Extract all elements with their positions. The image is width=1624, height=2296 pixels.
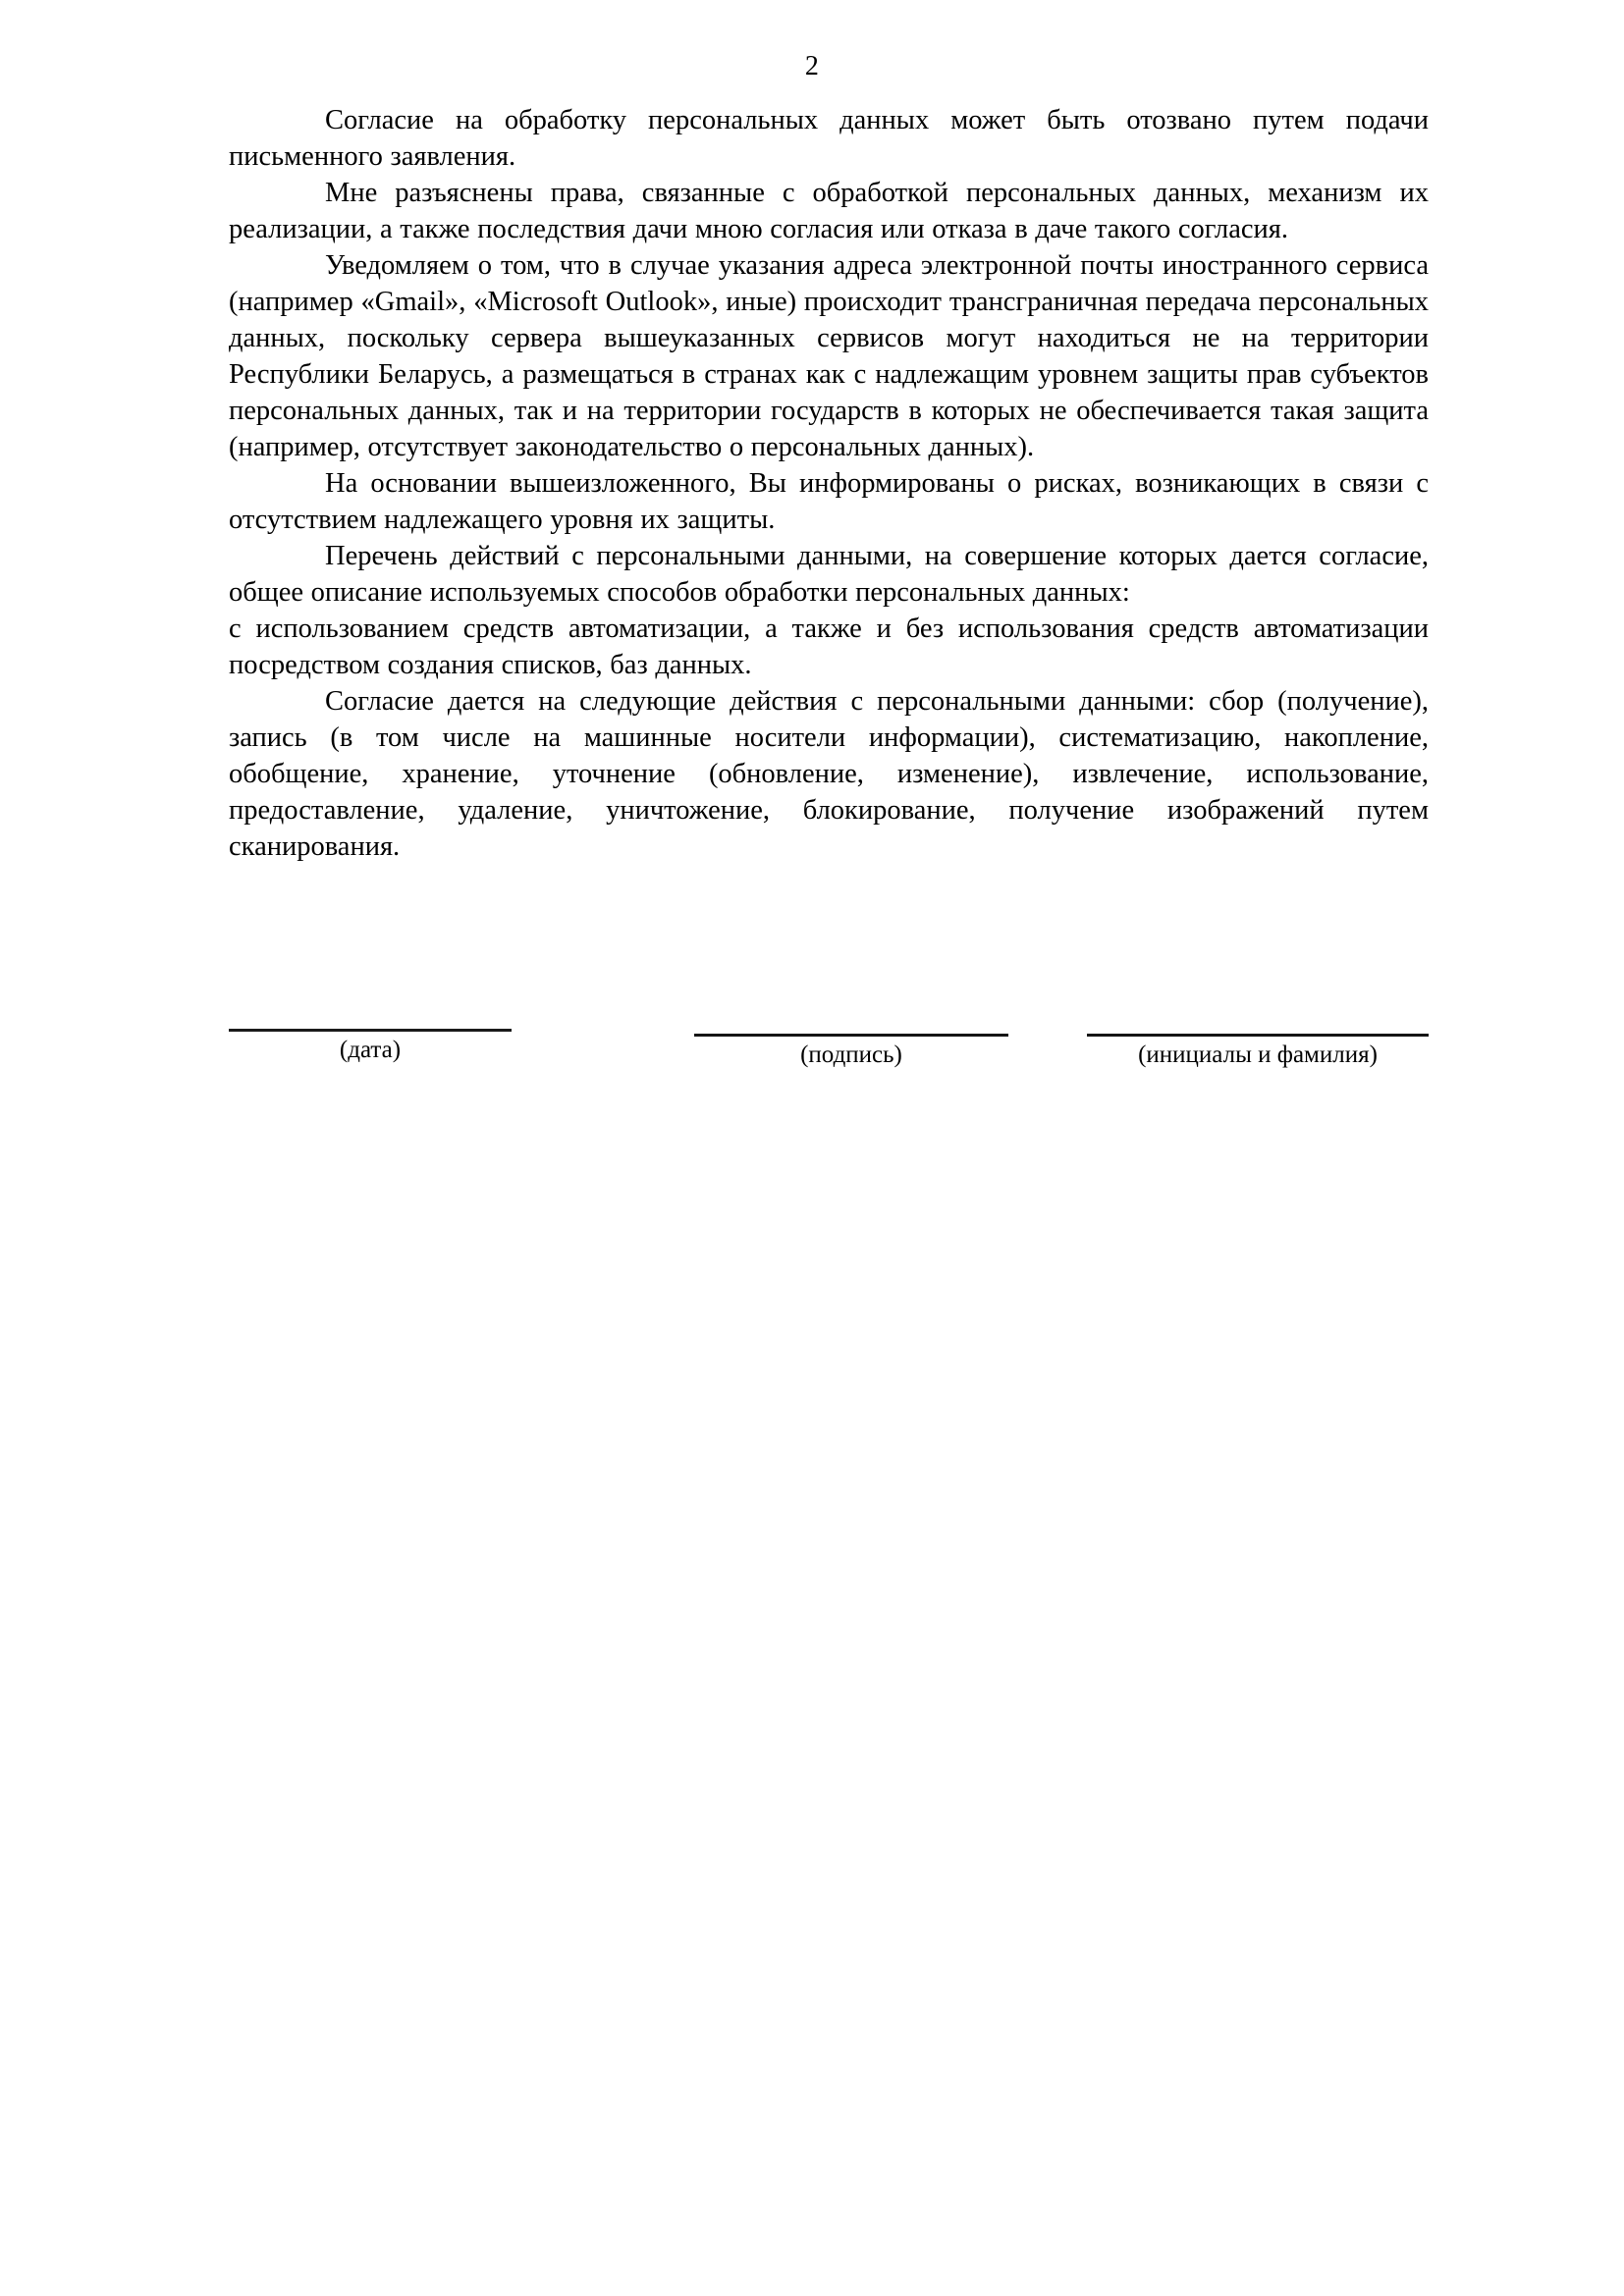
paragraph-actions-list-intro: Перечень действий с персональными данными, на совершение которых дается согласие, общее описание используемых способов обработки персональных данных: (229, 541, 1429, 608)
signature-slot-signature (694, 1029, 1008, 1070)
page-number: 2 (804, 51, 820, 81)
paragraph-rights-explained: Мне разъяснены права, связанные с обработкой персональных данных, механизм их реализации, а также последствия дачи мною согласия или отказа в даче такого согласия. (229, 178, 1429, 244)
signature-caption: (подпись) (800, 1041, 902, 1068)
signature-slot-initials (1087, 1029, 1429, 1070)
paragraph-processing-methods: с использованием средств автоматизации, а также и без использования средств автоматизации посредством создания списков, баз данных. (229, 614, 1429, 680)
signature-slot-date (229, 1029, 512, 1065)
paragraph-consent-withdrawal: Согласие на обработку персональных данных может быть отозвано путем подачи письменного заявления. (229, 105, 1429, 172)
initials-caption: (инициалы и фамилия) (1138, 1041, 1378, 1068)
date-caption: (дата) (339, 1037, 402, 1063)
document-body (229, 102, 1429, 865)
paragraph-consented-actions: Согласие дается на следующие действия с персональными данными: сбор (получение), запись (в том числе на машинные носители информации), систематизацию, накопление, обобщение, хранение, уточнение (обновление, изменение), извлечение, использование, предоставление, удаление, уничтожение, блокирование, получение изображений путем сканирования. (229, 686, 1429, 862)
signature-block (0, 1029, 1624, 1107)
signature-line[interactable] (694, 1034, 1008, 1037)
date-line[interactable] (229, 1029, 512, 1032)
initials-line[interactable] (1087, 1034, 1429, 1037)
paragraph-risk-notice: На основании вышеизложенного, Вы информированы о рисках, возникающих в связи с отсутствием надлежащего уровня их защиты. (229, 468, 1429, 535)
paragraph-cross-border-transfer: Уведомляем о том, что в случае указания адреса электронной почты иностранного сервиса (например «Gmail», «Microsoft Outlook», иные) происходит трансграничная передача персональных данных, поскольку сервера вышеуказанных сервисов могут находиться не на территории Республики Беларусь, а размещаться в странах как с надлежащим уровнем защиты прав субъектов персональных данных, так и на территории государств в которых не обеспечивается такая защита (например, отсутствует законодательство о персональных данных). (229, 250, 1429, 462)
